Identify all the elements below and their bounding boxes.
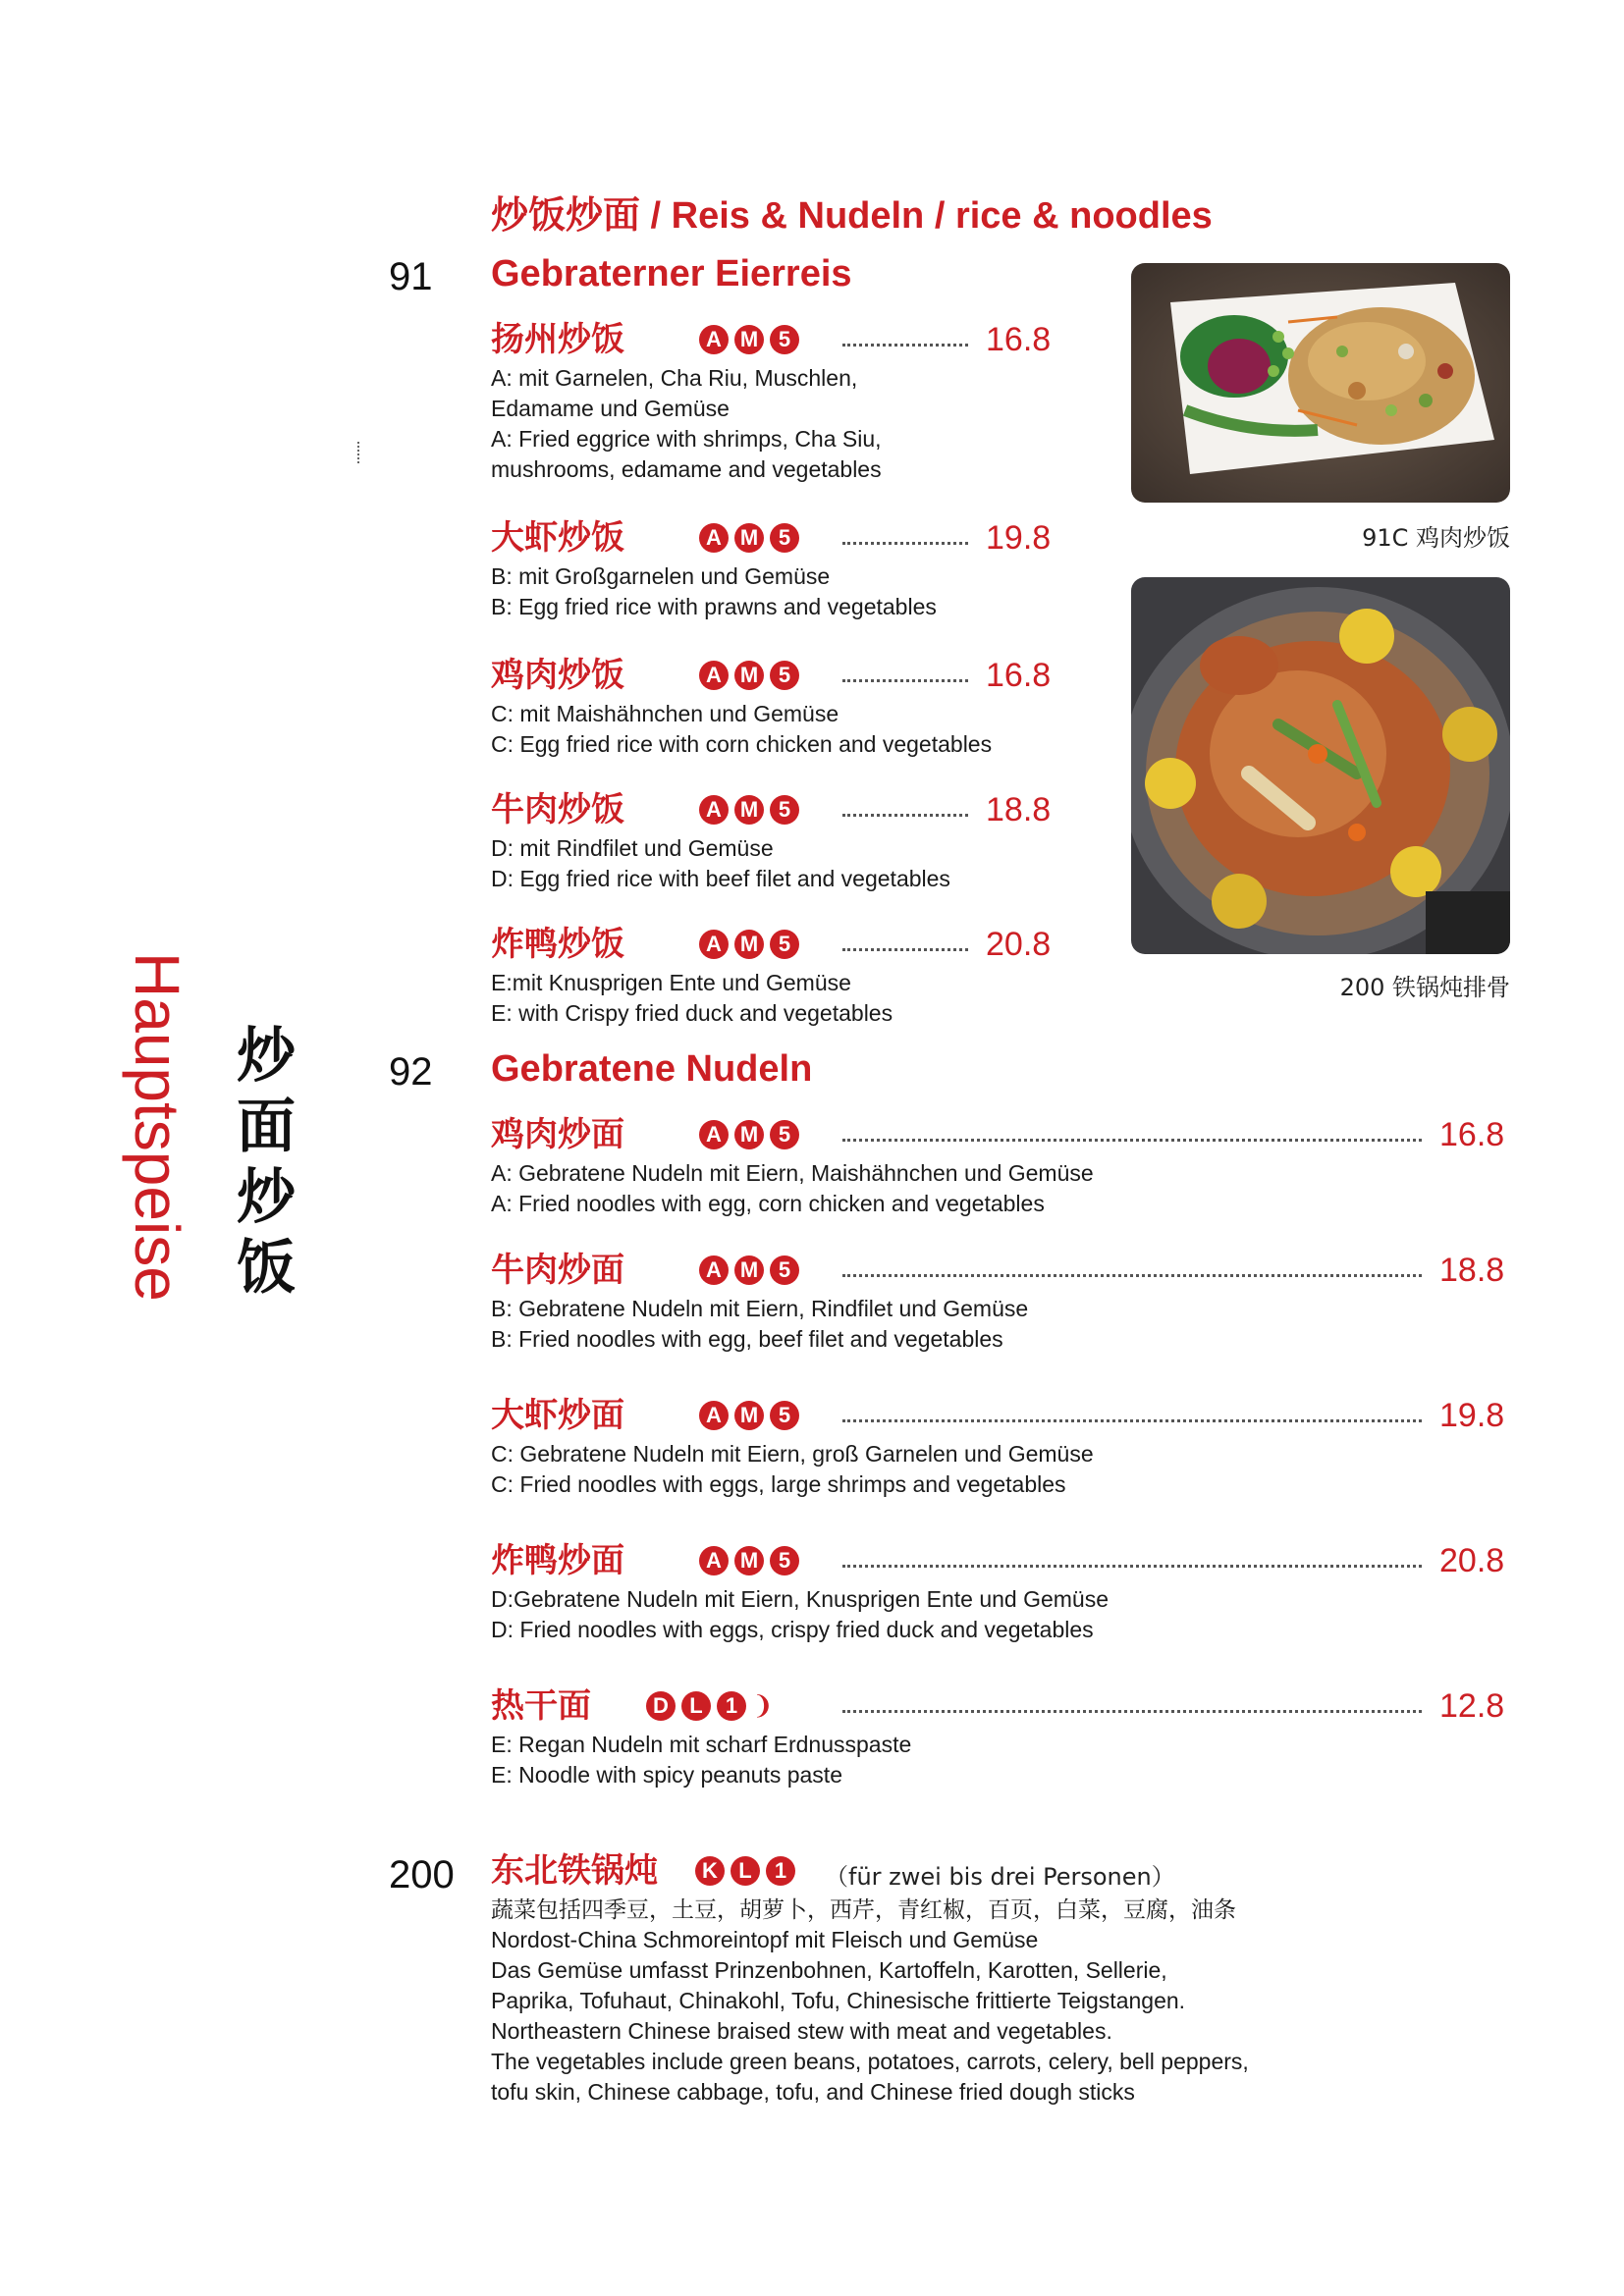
allergen-badges <box>699 795 799 825</box>
allergen-badge: L <box>681 1691 711 1721</box>
allergen-badge: 5 <box>770 1255 799 1285</box>
price-leader-dots <box>842 1565 1422 1568</box>
description-line: D: mit Rindfilet und Gemüse <box>491 835 774 861</box>
side-title-char: 炒 <box>237 1163 296 1232</box>
item-price: 20.8 <box>1439 1542 1505 1579</box>
description-line: Northeastern Chinese braised stew with meat and vegetables. <box>491 2018 1112 2044</box>
photo-iron-pot-stew <box>1131 577 1510 954</box>
menu-item <box>491 318 1080 485</box>
description-line: tofu skin, Chinese cabbage, tofu, and Chinese fried dough sticks <box>491 2079 1135 2105</box>
allergen-badges <box>699 1546 799 1575</box>
item-name: 大虾炒面 <box>491 1396 624 1435</box>
item-description <box>491 833 1080 894</box>
item-header <box>491 516 1080 561</box>
allergen-badges <box>699 1255 799 1285</box>
side-title-german: Hauptspeise <box>122 952 192 1302</box>
side-title-chinese <box>232 1021 300 1304</box>
group-number: 91 <box>389 255 433 298</box>
price-leader-dots <box>842 1419 1422 1422</box>
allergen-badges <box>699 661 799 690</box>
chili-icon: ❩ <box>752 1691 774 1721</box>
allergen-badge: M <box>734 523 764 553</box>
allergen-badge: A <box>699 523 729 553</box>
item-header <box>491 318 1080 363</box>
allergen-badge: M <box>734 930 764 959</box>
allergen-badges <box>695 1856 795 1886</box>
item-header <box>491 1684 1512 1730</box>
item-description <box>491 699 1080 760</box>
description-line: D:Gebratene Nudeln mit Eiern, Knusprigen Ente und Gemüse <box>491 1586 1110 1612</box>
item-header <box>491 788 1080 833</box>
side-title-char: 饭 <box>237 1234 296 1303</box>
allergen-badge: 5 <box>770 795 799 825</box>
menu-item <box>491 1684 1512 1790</box>
price-leader-dots <box>842 1139 1422 1142</box>
item-header <box>491 1249 1512 1294</box>
description-line: D: Fried noodles with eggs, crispy fried duck and vegetables <box>491 1617 1094 1642</box>
allergen-badges <box>646 1691 774 1721</box>
description-line: C: Fried noodles with eggs, large shrimps and vegetables <box>491 1471 1066 1497</box>
allergen-badge: A <box>699 1255 729 1285</box>
item-price: 19.8 <box>986 519 1052 557</box>
allergen-badge: M <box>734 795 764 825</box>
item-description <box>491 1730 1512 1790</box>
group-title: Gebraterner Eierreis <box>491 253 852 294</box>
description-line: A: Fried noodles with egg, corn chicken and vegetables <box>491 1191 1045 1216</box>
item-name: 牛肉炒面 <box>491 1251 624 1290</box>
group-number: 92 <box>389 1050 433 1094</box>
description-line: A: Gebratene Nudeln mit Eiern, Maishähnchen und Gemüse <box>491 1160 1094 1186</box>
price-leader-dots <box>842 814 968 817</box>
price-leader-dots <box>842 542 968 545</box>
description-line: E: Regan Nudeln mit scharf Erdnusspaste <box>491 1732 912 1757</box>
item-description <box>491 1584 1512 1645</box>
menu-item <box>491 788 1080 894</box>
iron-pot-stew-image <box>1131 577 1510 954</box>
section-title: 炒饭炒面 / Reis & Nudeln / rice & noodles <box>491 195 1213 237</box>
allergen-badge: A <box>699 1546 729 1575</box>
allergen-badge: 5 <box>770 930 799 959</box>
allergen-badge: M <box>734 325 764 354</box>
price-leader-dots <box>842 344 968 347</box>
item-name: 热干面 <box>491 1686 591 1726</box>
description-line: Das Gemüse umfasst Prinzenbohnen, Kartoffeln, Karotten, Sellerie, <box>491 1957 1167 1983</box>
item-description <box>491 1294 1512 1355</box>
allergen-badge: 5 <box>770 1120 799 1149</box>
allergen-badge: 1 <box>717 1691 746 1721</box>
group-number: 200 <box>389 1853 455 1896</box>
allergen-badge: A <box>699 325 729 354</box>
item-name: 扬州炒饭 <box>491 320 624 359</box>
item-name: 炸鸭炒面 <box>491 1541 624 1580</box>
description-line: B: mit Großgarnelen und Gemüse <box>491 563 831 589</box>
side-title-char: 面 <box>237 1093 296 1161</box>
item-description <box>491 363 1080 485</box>
photo-caption: 91C 鸡肉炒饭 <box>1362 524 1510 552</box>
serving-note: （für zwei bis drei Personen） <box>825 1863 1175 1891</box>
description-line: A: mit Garnelen, Cha Riu, Muschlen, <box>491 365 858 391</box>
item-description <box>491 1158 1512 1219</box>
price-leader-dots <box>842 1710 1422 1713</box>
margin-mark <box>357 442 361 463</box>
menu-item <box>491 923 1080 1029</box>
allergen-badge: A <box>699 1401 729 1430</box>
description-line: Nordost-China Schmoreintopf mit Fleisch und Gemüse <box>491 1927 1039 1952</box>
photo-caption: 200 铁锅炖排骨 <box>1339 974 1510 1001</box>
item-name: 鸡肉炒饭 <box>491 656 624 695</box>
item-header <box>491 654 1080 699</box>
allergen-badge: 5 <box>770 1401 799 1430</box>
allergen-badge: A <box>699 661 729 690</box>
item-price: 18.8 <box>1439 1252 1505 1289</box>
menu-item <box>491 1394 1512 1500</box>
allergen-badge: M <box>734 1546 764 1575</box>
allergen-badge: M <box>734 1120 764 1149</box>
item-description <box>491 1439 1512 1500</box>
item-name: 鸡肉炒面 <box>491 1115 624 1154</box>
group-title: Gebratene Nudeln <box>491 1048 813 1090</box>
item-price: 16.8 <box>986 321 1052 358</box>
description-line: B: Egg fried rice with prawns and vegetables <box>491 594 937 619</box>
allergen-badge: K <box>695 1856 725 1886</box>
item-price: 19.8 <box>1439 1397 1505 1434</box>
menu-item <box>491 1249 1512 1355</box>
description-line: C: Gebratene Nudeln mit Eiern, groß Garnelen und Gemüse <box>491 1441 1094 1467</box>
description-line: B: Fried noodles with egg, beef filet and vegetables <box>491 1326 1003 1352</box>
item-price: 16.8 <box>986 657 1052 694</box>
description-line: The vegetables include green beans, potatoes, carrots, celery, bell peppers, <box>491 2049 1249 2074</box>
description-line: C: mit Maishähnchen und Gemüse <box>491 701 839 726</box>
item-header <box>491 1539 1512 1584</box>
item-name: 东北铁锅炖 <box>491 1851 658 1891</box>
menu-item <box>491 1113 1512 1219</box>
item-name: 牛肉炒饭 <box>491 790 624 829</box>
allergen-badges <box>699 930 799 959</box>
item-price: 20.8 <box>986 926 1052 963</box>
item-header <box>491 1113 1512 1158</box>
menu-item <box>491 516 1080 622</box>
item-name: 大虾炒饭 <box>491 518 624 558</box>
item-description <box>491 968 1080 1029</box>
description-line: E:mit Knusprigen Ente und Gemüse <box>491 970 851 995</box>
allergen-badge: A <box>699 795 729 825</box>
item-price: 16.8 <box>1439 1116 1505 1153</box>
description-line: Paprika, Tofuhaut, Chinakohl, Tofu, Chinesische frittierte Teigstangen. <box>491 1988 1186 2013</box>
allergen-badge: D <box>646 1691 676 1721</box>
description-line: E: with Crispy fried duck and vegetables <box>491 1000 893 1026</box>
description-line: D: Egg fried rice with beef filet and vegetables <box>491 866 950 891</box>
allergen-badge: L <box>731 1856 760 1886</box>
description-line: B: Gebratene Nudeln mit Eiern, Rindfilet und Gemüse <box>491 1296 1029 1321</box>
allergen-badge: A <box>699 1120 729 1149</box>
price-leader-dots <box>842 948 968 951</box>
item-name: 炸鸭炒饭 <box>491 925 624 964</box>
allergen-badge: 5 <box>770 661 799 690</box>
menu-item <box>491 654 1080 760</box>
description-line: E: Noodle with spicy peanuts paste <box>491 1762 842 1788</box>
allergen-badges <box>699 1120 799 1149</box>
item-description <box>491 1895 1512 2108</box>
allergen-badge: 5 <box>770 523 799 553</box>
description-line: Edamame und Gemüse <box>491 396 730 421</box>
menu-item <box>491 1539 1512 1645</box>
allergen-badge: 5 <box>770 325 799 354</box>
item-description <box>491 561 1080 622</box>
price-leader-dots <box>842 1274 1422 1277</box>
menu-item-200 <box>491 1849 1512 2108</box>
allergen-badge: 1 <box>766 1856 795 1886</box>
description-line: 蔬菜包括四季豆，土豆，胡萝卜，西芹，青红椒，百页，白菜，豆腐，油条 <box>491 1896 1236 1922</box>
allergen-badge: 5 <box>770 1546 799 1575</box>
item-header <box>491 1394 1512 1439</box>
item-price: 12.8 <box>1439 1687 1505 1725</box>
item-price: 18.8 <box>986 791 1052 828</box>
fried-rice-image <box>1131 263 1510 503</box>
description-line: mushrooms, edamame and vegetables <box>491 456 882 482</box>
allergen-badge: A <box>699 930 729 959</box>
description-line: C: Egg fried rice with corn chicken and vegetables <box>491 731 993 757</box>
item-header <box>491 923 1080 968</box>
allergen-badges <box>699 325 799 354</box>
allergen-badges <box>699 1401 799 1430</box>
allergen-badge: M <box>734 1401 764 1430</box>
allergen-badges <box>699 523 799 553</box>
allergen-badge: M <box>734 661 764 690</box>
side-title-char: 炒 <box>237 1022 296 1091</box>
allergen-badge: M <box>734 1255 764 1285</box>
description-line: A: Fried eggrice with shrimps, Cha Siu, <box>491 426 882 452</box>
photo-fried-rice <box>1131 263 1510 503</box>
price-leader-dots <box>842 679 968 682</box>
